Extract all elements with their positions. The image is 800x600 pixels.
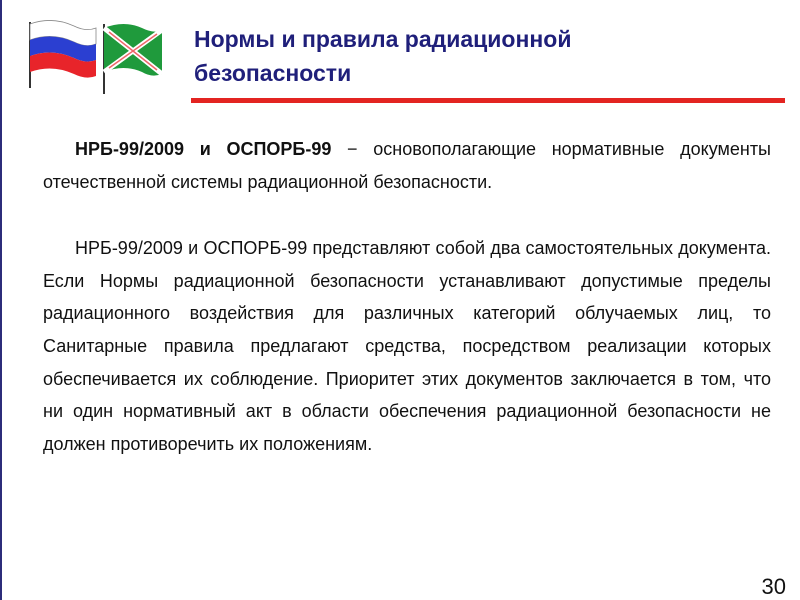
russian-flag-icon <box>30 20 96 88</box>
title-line-1: Нормы и правила радиационной <box>194 26 572 52</box>
paragraph-2: НРБ-99/2009 и ОСПОРБ-99 представляют собой два самостоятельных документа. Если Нормы радиационной безопасности устанавливают допустимые пределы радиационного воздействия для различных категорий облучаемых лиц, то Санитарные правила предлагают средства, посредством реализации которых обеспечивается их соблюдение. Приоритет этих документов заключается в том, что ни один нормативный акт в области обеспечения радиационной безопасности не должен противоречить их положениям. <box>43 238 771 454</box>
paragraph-1-lead: НРБ-99/2009 и ОСПОРБ-99 <box>75 139 332 159</box>
green-flag-with-cross-icon <box>104 24 162 94</box>
left-border-line <box>0 0 2 600</box>
title-line-2: безопасности <box>194 60 352 86</box>
flags-logo <box>12 14 172 98</box>
paragraph-1-text: − основополагающие нормативные документы отечественной системы радиационной безопасности. <box>43 139 771 192</box>
slide-body <box>43 133 771 460</box>
page-number: 30 <box>761 574 786 599</box>
paragraph-1 <box>43 133 771 198</box>
title-underline <box>191 98 785 103</box>
slide-title <box>194 22 734 90</box>
